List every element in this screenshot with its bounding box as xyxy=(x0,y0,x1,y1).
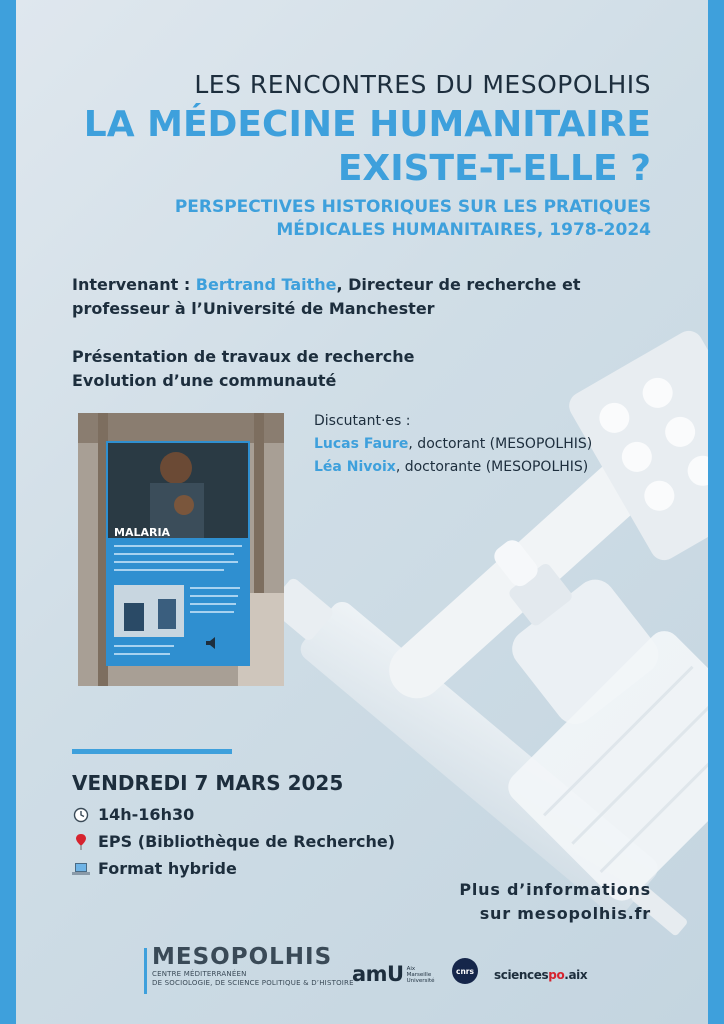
more-info-line-2: sur mesopolhis.fr xyxy=(479,904,651,923)
subtitle xyxy=(31,196,651,242)
amu-logo-text: amU xyxy=(352,962,404,986)
spo-end: .aix xyxy=(564,968,588,982)
presentation-info xyxy=(72,345,414,393)
spo-red: po xyxy=(548,968,565,982)
discussant-item xyxy=(314,456,592,479)
page-title xyxy=(31,103,651,191)
time-row xyxy=(72,801,395,828)
more-info xyxy=(459,878,651,926)
speaker-name: Bertrand Taithe xyxy=(195,275,337,294)
mesopolhis-logo-sub2: DE SOCIOLOGIE, DE SCIENCE POLITIQUE & D’HISTOIRE xyxy=(152,979,354,987)
event-details xyxy=(72,801,395,882)
mesopolhis-logo xyxy=(152,944,354,988)
mesopolhis-logo-title: MESOPOLHIS xyxy=(152,944,333,970)
presentation-line-1: Présentation de travaux de recherche xyxy=(72,347,415,366)
format-row xyxy=(72,855,395,882)
discussant-item xyxy=(314,433,592,456)
event-location: EPS (Bibliothèque de Recherche) xyxy=(98,832,396,851)
clock-icon xyxy=(72,806,90,824)
amu-small-3: Université xyxy=(406,978,435,984)
divider-bar xyxy=(72,749,232,754)
discussant-name: Léa Nivoix xyxy=(314,459,396,475)
speaker-role-2: professeur à l’Université de Manchester xyxy=(72,299,435,318)
title-line-1: LA MÉDECINE HUMANITAIRE xyxy=(83,104,651,145)
subtitle-line-1: PERSPECTIVES HISTORIQUES SUR LES PRATIQUES xyxy=(174,197,651,217)
event-time: 14h-16h30 xyxy=(98,805,195,824)
discussants-label: Discutant·es : xyxy=(314,413,411,429)
discussant-role: , doctorant (MESOPOLHIS) xyxy=(408,436,593,452)
speaker-label: Intervenant : xyxy=(72,275,196,294)
amu-small-2: Marseille xyxy=(406,972,432,978)
discussant-name: Lucas Faure xyxy=(314,436,409,452)
cnrs-logo: cnrs xyxy=(452,958,478,984)
title-line-2: EXISTE-T-ELLE ? xyxy=(337,148,651,189)
photo-poster-title: MALARIA xyxy=(114,526,171,539)
event-series: LES RENCONTRES DU MESOPOLHIS xyxy=(194,70,651,99)
malaria-poster-photo xyxy=(78,413,284,686)
discussants xyxy=(314,410,592,479)
presentation-line-2: Evolution d’une communauté xyxy=(72,371,337,390)
event-format: Format hybride xyxy=(98,859,237,878)
amu-logo-small xyxy=(407,966,435,984)
mesopolhis-logo-sub1: CENTRE MÉDITERRANÉEN xyxy=(152,970,247,978)
subtitle-line-2: MÉDICALES HUMANITAIRES, 1978-2024 xyxy=(276,220,651,240)
amu-small-1: Aix xyxy=(406,966,416,972)
poster xyxy=(16,0,708,1024)
spo-main: sciences xyxy=(494,968,549,982)
laptop-icon xyxy=(72,860,90,878)
amu-logo xyxy=(352,962,434,986)
more-info-line-1: Plus d’informations xyxy=(459,880,651,899)
location-row xyxy=(72,828,395,855)
event-date: VENDREDI 7 MARS 2025 xyxy=(72,771,344,795)
exhibition-photo xyxy=(78,413,284,686)
speaker-role-1: , Directeur de recherche et xyxy=(336,275,581,294)
discussant-role: , doctorante (MESOPOLHIS) xyxy=(395,459,589,475)
pin-icon xyxy=(72,833,90,851)
speaker-info xyxy=(72,273,632,321)
sciencespo-aix-logo xyxy=(494,968,587,982)
